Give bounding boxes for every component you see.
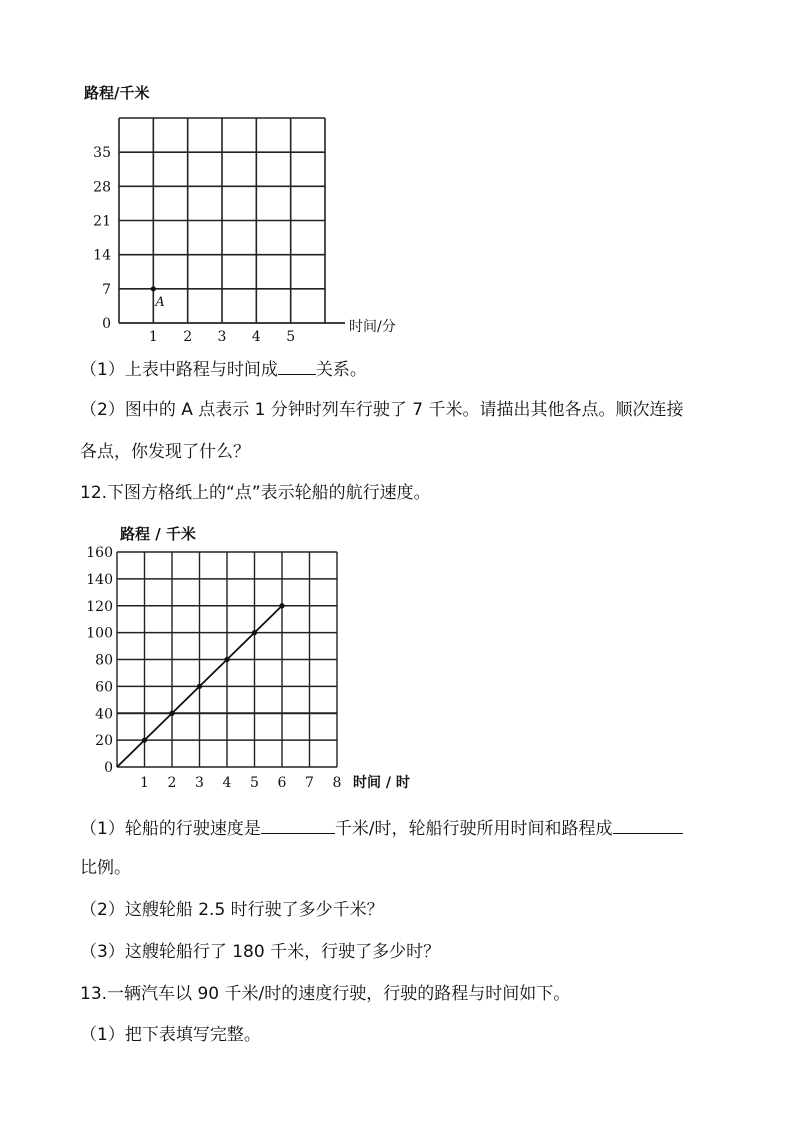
y-tick-label: 20 — [95, 733, 113, 750]
q12-proportion-blank[interactable] — [613, 815, 683, 834]
x-tick-label: 3 — [195, 775, 204, 791]
data-point — [151, 286, 156, 291]
q11-sub2-line2: 各点，你发现了什么？ — [80, 442, 250, 462]
q12-speed-blank[interactable] — [261, 815, 335, 834]
data-point — [224, 657, 229, 662]
y-tick-label: 21 — [93, 213, 111, 230]
q12-sub1-line2: 比例。 — [80, 858, 131, 878]
origin-label: 0 — [104, 760, 113, 776]
origin-label: 0 — [102, 316, 111, 332]
y-tick-label: 40 — [95, 706, 113, 723]
x-tick-label: 1 — [148, 329, 158, 343]
y-tick-label: 80 — [95, 652, 113, 669]
data-point — [169, 711, 174, 716]
y-tick-label: 14 — [93, 247, 111, 264]
x-tick-label: 5 — [250, 775, 259, 791]
q12-title: 12.下图方格纸上的“点”表示轮船的航行速度。 — [80, 483, 431, 503]
y-tick-label: 28 — [93, 179, 111, 196]
q13-sub1: （1）把下表填写完整。 — [80, 1025, 261, 1045]
q11-answer-blank[interactable] — [278, 356, 316, 375]
q11-sub1 — [80, 356, 367, 382]
chart-ship-distance-time — [78, 520, 428, 800]
y-tick-label: 120 — [86, 598, 113, 615]
chart-train-distance-time — [80, 78, 420, 343]
q13-title: 13.一辆汽车以 90 千米/时的速度行驶，行驶的路程与时间如下。 — [80, 984, 571, 1004]
x-tick-label: 2 — [183, 329, 193, 343]
q12-sub3: （3）这艘轮船行了 180 千米，行驶了多少时？ — [80, 942, 441, 962]
x-tick-label: 6 — [277, 775, 287, 791]
data-point — [279, 603, 284, 608]
x-tick-label: 4 — [222, 775, 232, 791]
x-axis-title: 时间/分 — [349, 319, 396, 335]
q12-sub1-text-a: （1）轮船的行驶速度是 — [80, 819, 261, 839]
data-point — [142, 738, 147, 743]
x-tick-label: 2 — [167, 775, 177, 791]
data-point — [197, 684, 202, 689]
x-tick-label: 5 — [286, 329, 296, 343]
x-tick-label: 4 — [251, 329, 261, 343]
x-tick-label: 1 — [140, 775, 149, 791]
y-tick-label: 7 — [102, 281, 111, 298]
q12-sub1-text-b: 千米/时，轮船行驶所用时间和路程成 — [334, 819, 613, 839]
y-tick-label: 140 — [86, 571, 113, 588]
y-tick-label: 160 — [86, 545, 113, 561]
x-axis-title: 时间 / 时 — [353, 775, 410, 791]
q11-sub2-line1: （2）图中的 A 点表示 1 分钟时列车行驶了 7 千米。请描出其他各点。顺次连接 — [80, 400, 684, 420]
y-tick-label: 60 — [95, 679, 113, 696]
q12-sub1 — [80, 815, 683, 841]
point-label: A — [155, 294, 165, 310]
x-tick-label: 7 — [305, 775, 314, 791]
y-tick-label: 100 — [86, 625, 113, 642]
y-axis-title: 路程/千米 — [84, 84, 150, 102]
y-tick-label: 35 — [93, 145, 111, 162]
data-point — [252, 630, 257, 635]
x-tick-label: 8 — [332, 775, 342, 791]
y-axis-title: 路程 / 千米 — [120, 525, 196, 543]
q11-sub1-text-a: （1）上表中路程与时间成 — [80, 360, 278, 380]
x-tick-label: 3 — [217, 329, 227, 343]
chart-ship-svg — [78, 520, 428, 800]
q11-sub1-text-b: 关系。 — [315, 360, 367, 380]
chart-train-svg — [80, 78, 420, 343]
q12-sub2: （2）这艘轮船 2.5 时行驶了多少千米？ — [80, 900, 384, 920]
